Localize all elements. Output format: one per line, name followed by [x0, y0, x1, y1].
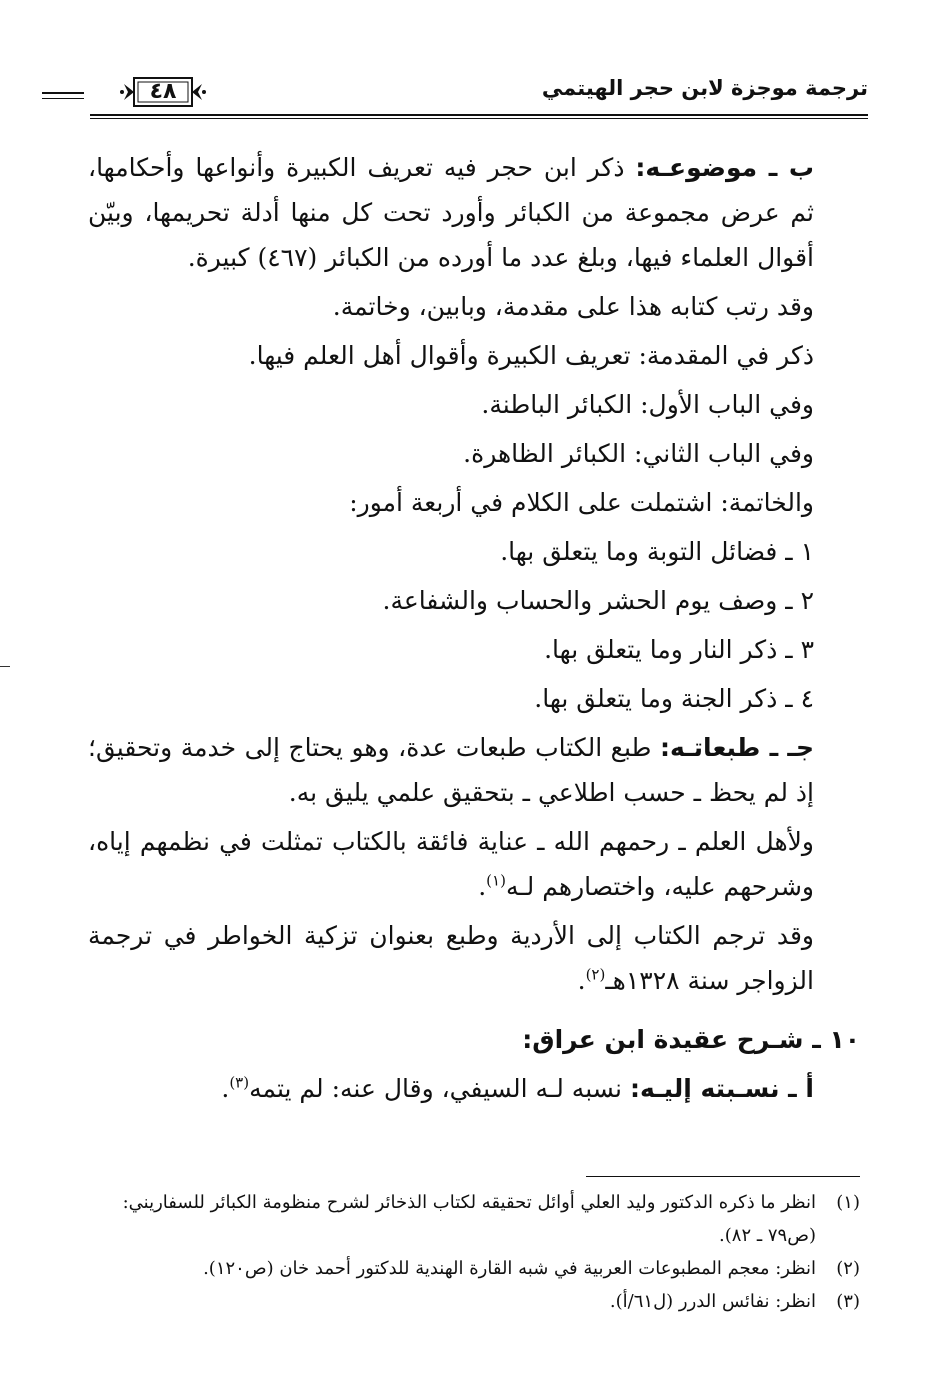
footnote-ref-1[interactable]: (١)	[486, 871, 506, 890]
translation-end: .	[577, 966, 586, 995]
main-text	[88, 145, 860, 1115]
footnote-text: انظر: معجم المطبوعات العربية في شبه القارة الهندية للدكتور أحمد خان (ص١٢٠).	[203, 1258, 816, 1279]
list-item: ٢ ـ وصف يوم الحشر والحساب والشفاعة.	[382, 586, 814, 615]
footnote-separator	[586, 1176, 860, 1177]
paragraph-scholars	[88, 819, 860, 909]
list-item: ٣ ـ ذكر النار وما يتعلق بها.	[544, 635, 814, 664]
attribution-end: .	[221, 1074, 230, 1103]
paragraph-chapter-1: وفي الباب الأول: الكبائر الباطنة.	[481, 390, 814, 419]
paragraph-editions	[88, 725, 860, 815]
running-title: ترجمة موجزة لابن حجر الهيتمي	[541, 76, 868, 100]
paragraph-conclusion: والخاتمة: اشتملت على الكلام في أربعة أمور:	[349, 488, 814, 517]
paragraph-attribution	[88, 1066, 860, 1111]
footnote-ref-3[interactable]: (٣)	[229, 1073, 250, 1092]
editions-text: طبع الكتاب طبعات عدة، وهو يحتاج إلى خدمة وتحقيق؛ إذ لم يحظ ـ حسب اطلاعي ـ بتحقيق علمي يليق به.	[88, 733, 814, 807]
page-number: ٤٨	[149, 79, 177, 104]
header-rule	[90, 114, 868, 116]
scholars-text: ولأهل العلم ـ رحمهم الله ـ عناية فائقة بالكتاب تمثلت في نظمهم إياه، وشرحهم عليه، واختصارهم لـه	[88, 827, 814, 901]
paragraph-intro: ذكر في المقدمة: تعريف الكبيرة وأقوال أهل العلم فيها.	[248, 341, 814, 370]
footnote-text: انظر ما ذكره الدكتور وليد العلي أوائل تحقيقه لكتاب الذخائر لشرح منظومة الكبائر للسفاريني: (ص٧٩ ـ ٨٢).	[122, 1192, 816, 1246]
list-item: ٤ ـ ذكر الجنة وما يتعلق بها.	[534, 684, 814, 713]
attribution-label: أ ـ نسـبته إليـه:	[629, 1074, 814, 1103]
paragraph-translation	[88, 913, 860, 1003]
header-rule-thin	[90, 118, 868, 119]
section-heading: ١٠ ـ شـرح عقيدة ابن عراق:	[522, 1025, 860, 1054]
topic-text: ذكر ابن حجر فيه تعريف الكبيرة وأنواعها وأحكامها، ثم عرض مجموعة من الكبائر وأورد تحت كل منها أدلة تحريمها، وبيّن أقوال العلماء فيها، وبلغ عدد ما أورده من الكبائر (٤٦٧) كبيرة.	[88, 153, 814, 272]
editions-label: جـ ـ طبعاتـه:	[659, 733, 814, 762]
attribution-text: نسبه لـه السيفي، وقال عنه: لم يتمه	[249, 1074, 630, 1103]
footnote-number: (٣)	[836, 1291, 860, 1312]
footnote	[88, 1252, 860, 1285]
footnote-number: (١)	[836, 1192, 860, 1213]
translation-text: وقد ترجم الكتاب إلى الأردية وطبع بعنوان تزكية الخواطر في ترجمة الزواجر سنة ١٣٢٨هـ	[88, 921, 814, 995]
scholars-end: .	[478, 872, 487, 901]
footnote-text: انظر: نفائس الدرر (ل٦١/أ).	[609, 1291, 816, 1312]
paragraph-topic	[88, 145, 860, 280]
paragraph-structure: وقد رتب كتابه هذا على مقدمة، وبابين، وخاتمة.	[332, 292, 814, 321]
footnote	[88, 1285, 860, 1318]
footnote	[88, 1186, 860, 1252]
page-header	[90, 70, 868, 124]
header-short-rule	[42, 92, 84, 99]
topic-label: ب ـ موضوعـه:	[635, 153, 814, 182]
margin-mark	[0, 666, 10, 667]
paragraph-chapter-2: وفي الباب الثاني: الكبائر الظاهرة.	[463, 439, 814, 468]
footnotes	[88, 1186, 860, 1318]
page-number-ornament	[120, 74, 206, 110]
footnote-ref-2[interactable]: (٢)	[585, 965, 606, 984]
list-item: ١ ـ فضائل التوبة وما يتعلق بها.	[500, 537, 814, 566]
footnote-number: (٢)	[836, 1258, 860, 1279]
